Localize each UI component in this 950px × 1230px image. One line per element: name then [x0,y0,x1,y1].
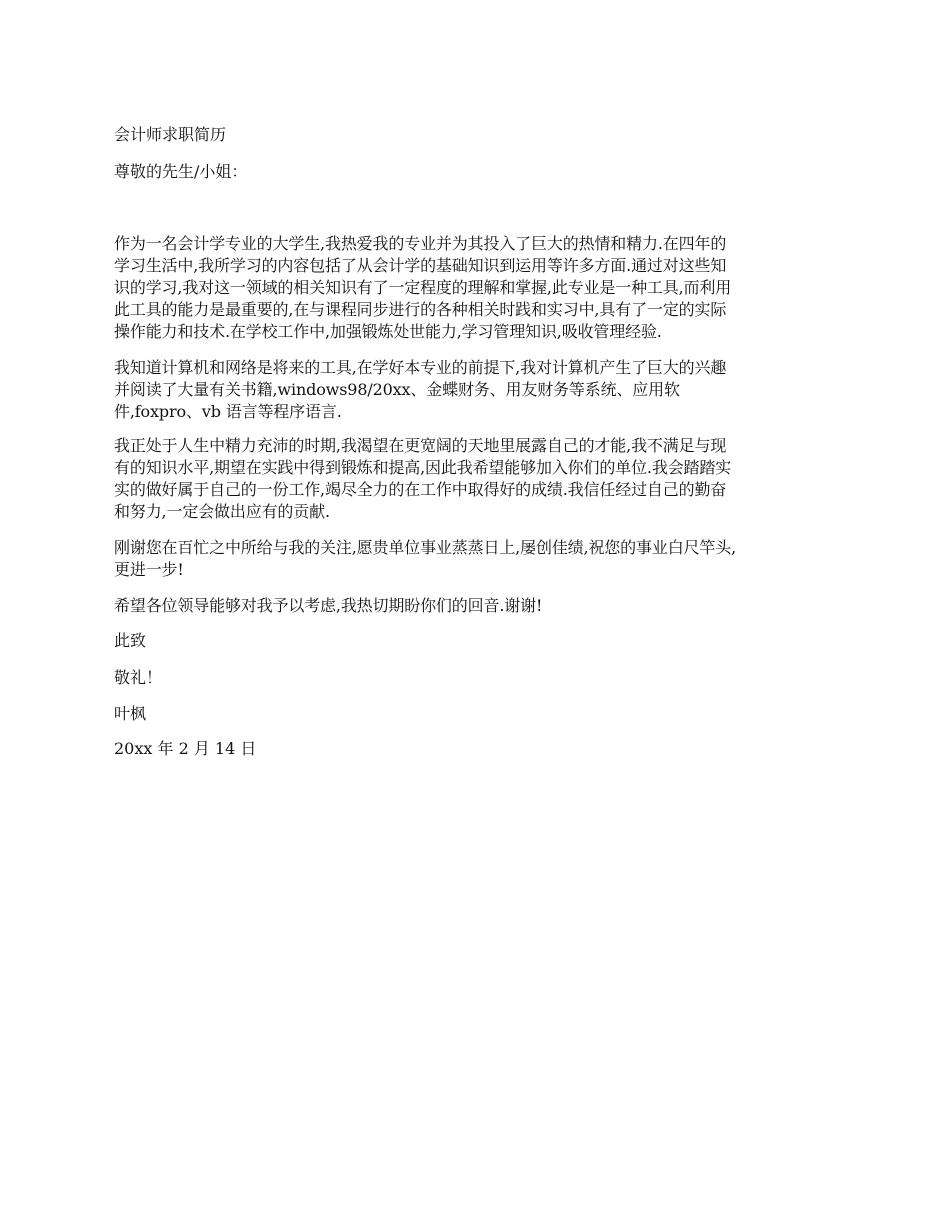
paragraph-3 [114,435,731,523]
paragraph-line: 更进一步! [114,560,184,579]
paragraph-line: 件,foxpro、vb 语言等程序语言. [114,402,342,421]
paragraph-line: 操作能力和技术.在学校工作中,加强锻炼处世能力,学习管理知识,吸收管理经验. [114,322,662,341]
letter-date: 20xx 年 2 月 14 日 [114,739,257,758]
paragraph-line: 识的学习,我对这一领域的相关知识有了一定程度的理解和掌握,此专业是一种工具,而利用 [114,278,732,297]
paragraph-line: 我正处于人生中精力充沛的时期,我渴望在更宽阔的天地里展露自己的才能,我不满足与现 [114,436,727,455]
paragraph-line: 此工具的能力是最重要的,在与课程同步进行的各种相关时践和实习中,具有了一定的实际 [114,300,727,319]
paragraph-line: 希望各位领导能够对我予以考虑,我热切期盼你们的回音.谢谢! [114,596,543,615]
letter-salutation: 尊敬的先生/小姐： [114,162,248,181]
paragraph-line: 刚谢您在百忙之中所给与我的关注,愿贵单位事业蒸蒸日上,屡创佳绩,祝您的事业白尺竿头, [114,538,737,557]
paragraph-2 [114,357,726,423]
paragraph-line: 有的知识水平,期望在实践中得到锻炼和提高,因此我希望能够加入你们的单位.我会踏踏实 [114,458,732,477]
paragraph-4 [114,537,736,581]
paragraph-line: 作为一名会计学专业的大学生,我热爱我的专业并为其投入了巨大的热情和精力.在四年的 [114,234,727,253]
letter-title: 会计师求职简历 [114,125,227,144]
paragraph-1 [114,233,731,343]
paragraph-line: 实的做好属于自己的一份工作,竭尽全力的在工作中取得好的成绩.我信任经过自己的勤奋 [114,480,727,499]
paragraph-line: 和努力,一定会做出应有的贡献. [114,502,330,521]
letter-signature: 叶枫 [114,704,147,723]
paragraph-line: 我知道计算机和网络是将来的工具,在学好本专业的前提下,我对计算机产生了巨大的兴趣 [114,358,727,377]
paragraph-line: 学习生活中,我所学习的内容包括了从会计学的基础知识到运用等许多方面.通过对这些知 [114,256,727,275]
letter-closing: 此致 [114,631,147,650]
paragraph-5 [114,595,542,617]
paragraph-line: 并阅读了大量有关书籍,windows98/20xx、金蝶财务、用友财务等系统、应用软 [114,380,680,399]
letter-regards: 敬礼！ [114,668,163,687]
